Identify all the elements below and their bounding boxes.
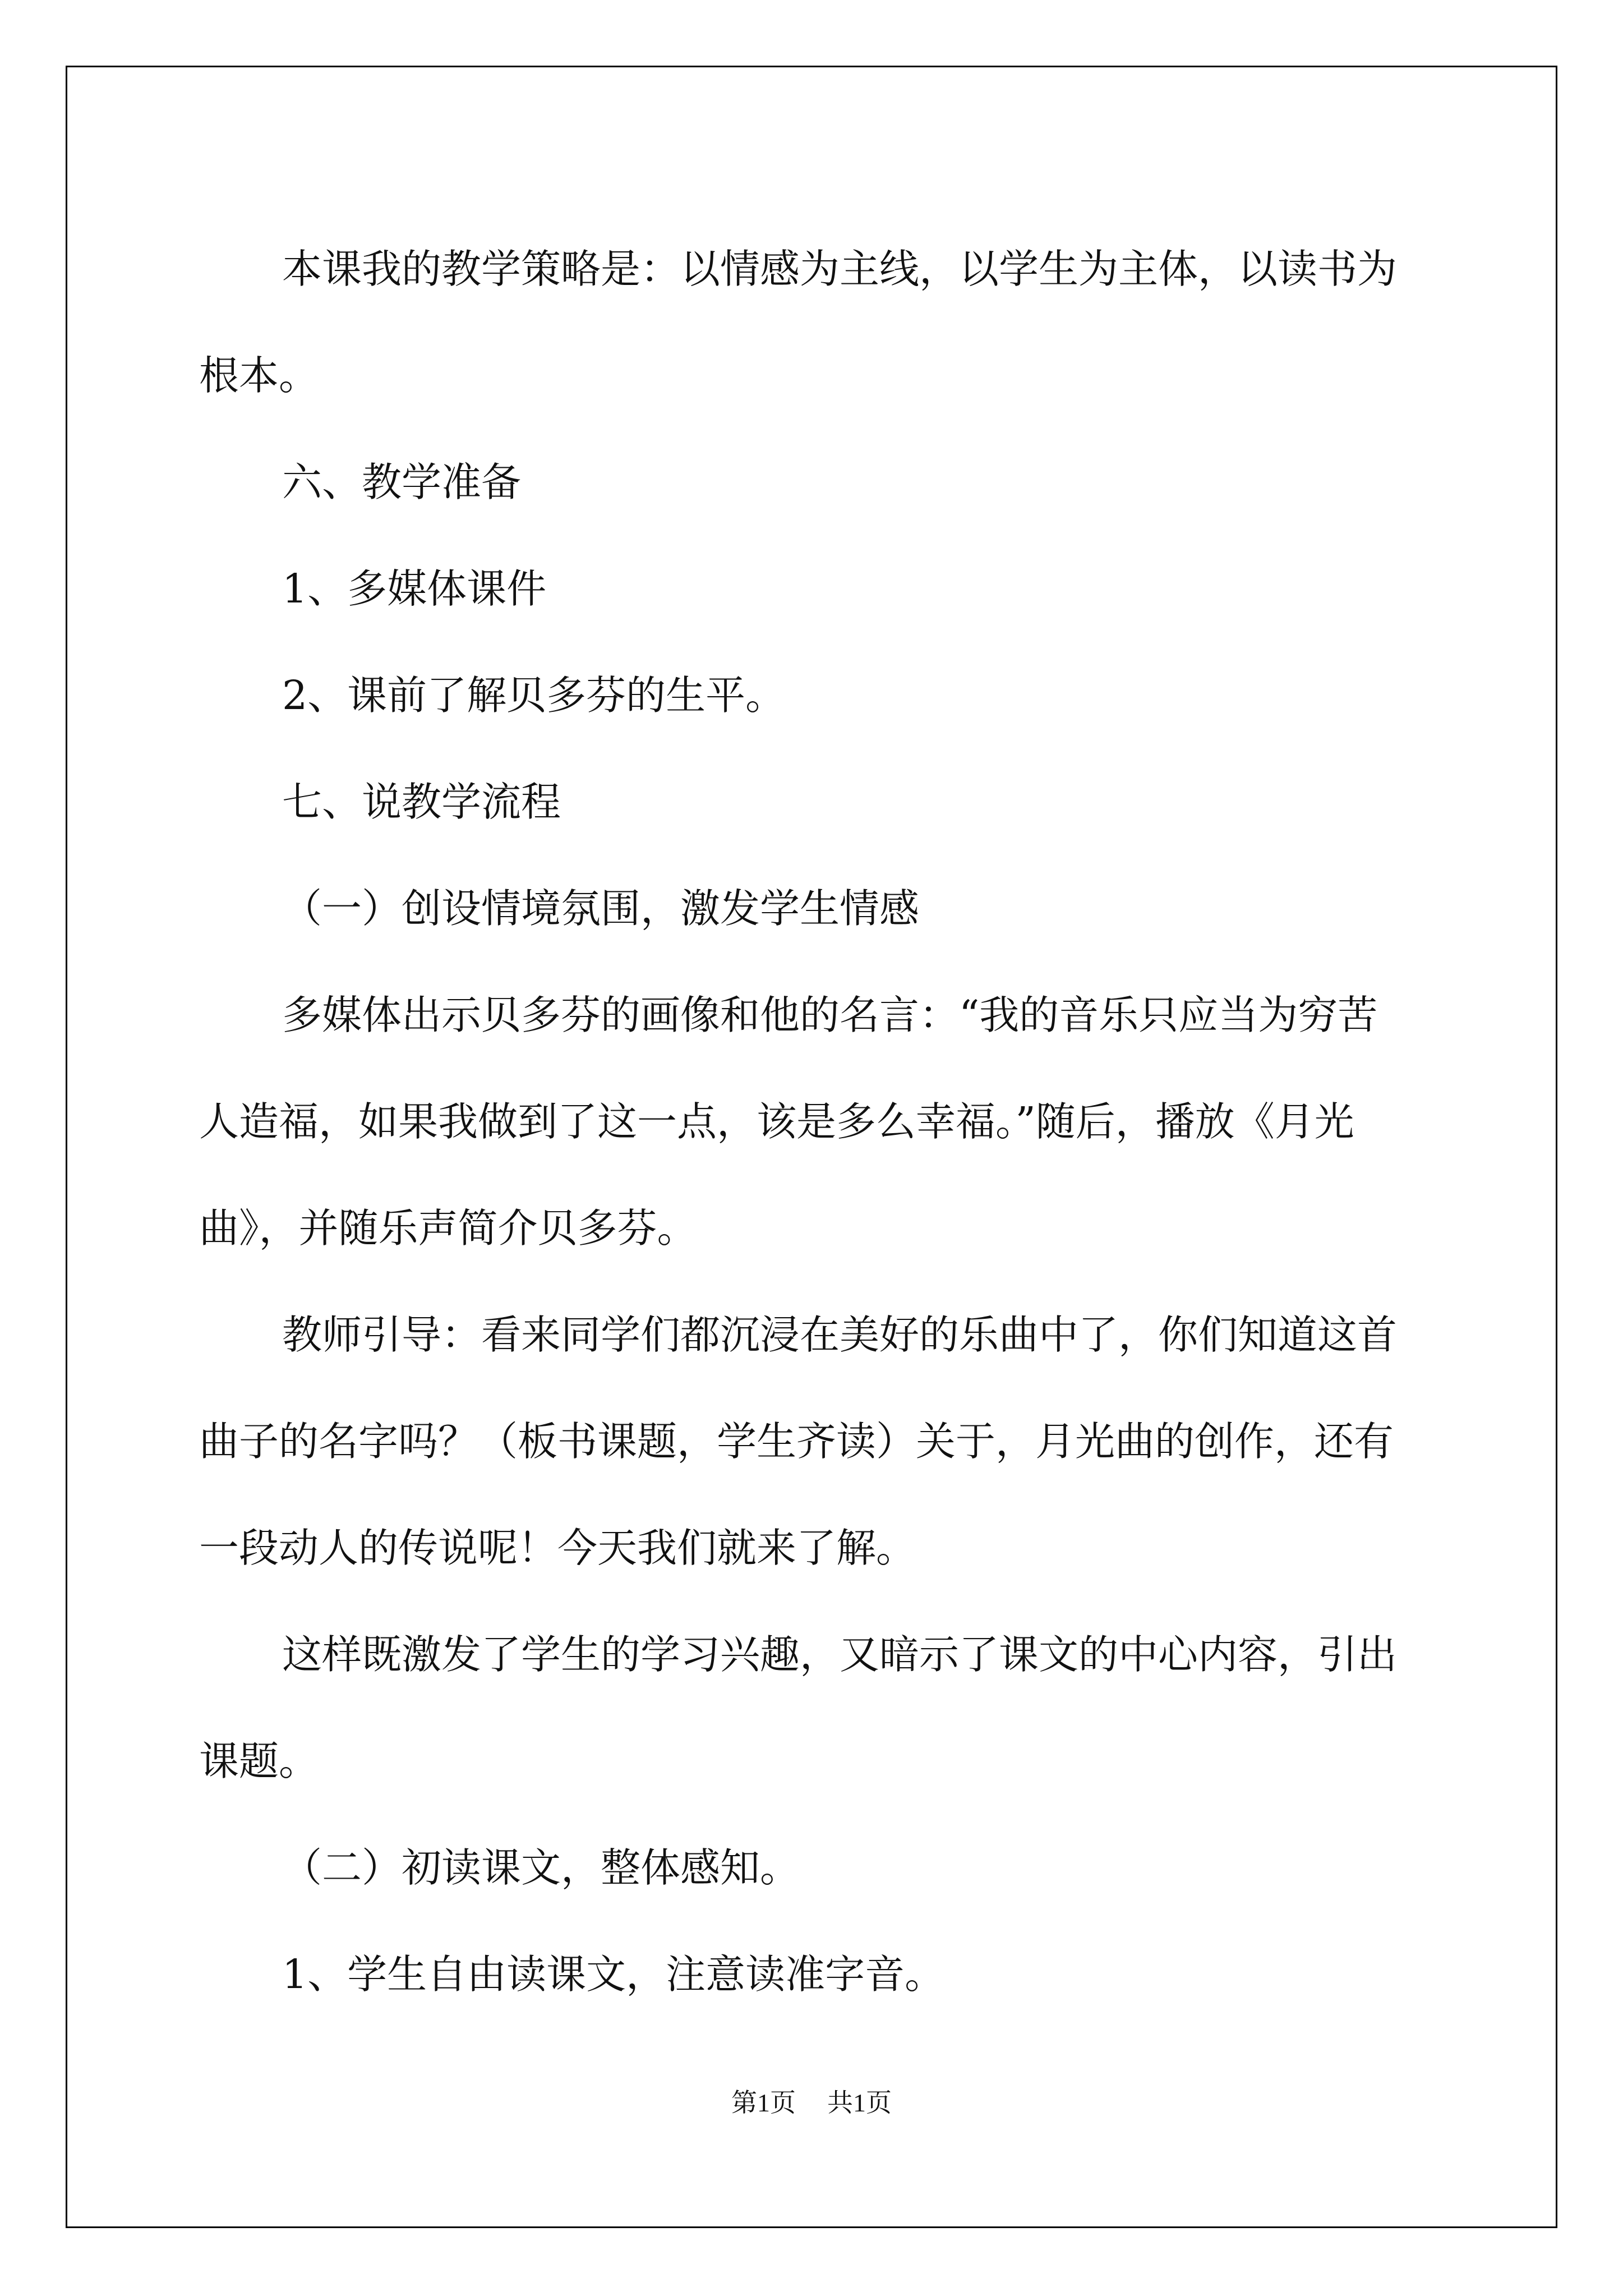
- text-line: 课题。: [199, 1738, 319, 1784]
- list-item: 1、多媒体课件: [282, 565, 547, 612]
- document-body: [199, 216, 1433, 2028]
- text-line: 一段动人的传说呢！今天我们就来了解。: [199, 1525, 916, 1571]
- list-item: 2、课前了解贝多芬的生平。: [282, 672, 786, 719]
- text-line: 人造福，如果我做到了这一点，该是多么幸福。”随后，播放《月光: [199, 1098, 1354, 1145]
- section-heading: 七、说教学流程: [282, 779, 561, 825]
- text-line: 曲》，并随乐声简介贝多芬。: [199, 1205, 697, 1251]
- page-number: 第1页: [731, 2088, 796, 2117]
- text-line: 这样既激发了学生的学习兴趣，又暗示了课文的中心内容，引出: [282, 1631, 1398, 1678]
- text-line: 本课我的教学策略是：以情感为主线，以学生为主体，以读书为: [282, 246, 1398, 292]
- text-line: 教师引导：看来同学们都沉浸在美好的乐曲中了，你们知道这首: [282, 1312, 1398, 1358]
- text-line: 根本。: [199, 352, 319, 399]
- text-line: 曲子的名字吗？（板书课题，学生齐读）关于，月光曲的创作，还有: [199, 1418, 1394, 1465]
- page-footer: [0, 2082, 1623, 2119]
- subsection-heading: （二）初读课文，整体感知。: [282, 1844, 800, 1891]
- section-heading: 六、教学准备: [282, 459, 522, 505]
- list-item: 1、学生自由读课文，注意读准字音。: [282, 1951, 945, 1998]
- page-total: 共1页: [827, 2088, 892, 2117]
- text-line: 多媒体出示贝多芬的画像和他的名言：“我的音乐只应当为穷苦: [282, 992, 1378, 1038]
- subsection-heading: （一）创设情境氛围，激发学生情感: [282, 885, 920, 932]
